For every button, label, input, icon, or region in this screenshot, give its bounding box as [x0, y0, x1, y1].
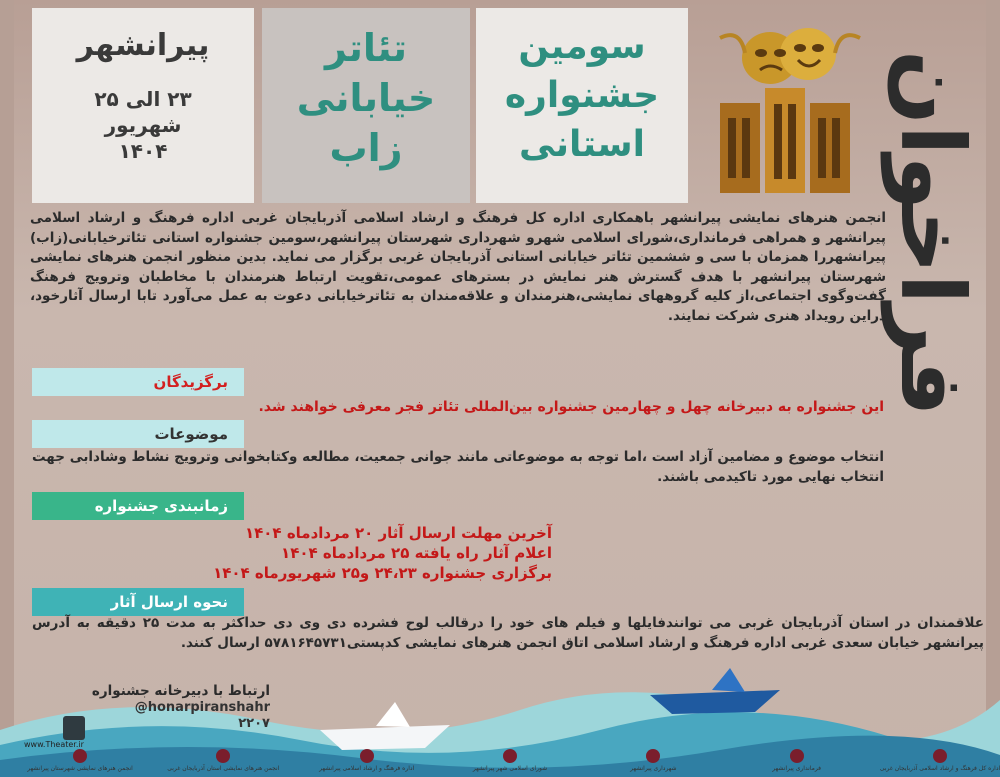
vertical-title: فراخوان — [881, 50, 984, 417]
section-submission-text: علاقمندان در استان آذربایجان غربی می توانندفایلها و فیلم های خود را درقالب لوح فشرده دی وی دی حداکثر به مدت ۲۵ دقیقه به آدرس پیرانشهر خیابان سعدی غربی اداره فرهنگ و ارشاد اسلامی اتاق انجمن هنرهای نمایشی کدپستی۵۷۸۱۶۴۵۷۳۱ ارسال کنند. — [32, 615, 984, 651]
theater-logo-icon — [63, 716, 85, 740]
intro-paragraph: انجمن هنرهای نمایشی پیرانشهر باهمکاری اداره کل فرهنگ و ارشاد اسلامی آذربایجان غربی اداره فرهنگ و ارشاد اسلامی پیرانشهر و همراهی فرمانداری،شورای اسلامی شهرو شهرداری شهرستان پیرانشهر،سومین جشنواره استانی تئاترخیابانی(زاب) پیرانشهررا همزمان با سی و ششمین تئاتر خیابانی استانی آذربایجان غربی برگزار می نماید. بدین منظور انجمن هنرهای نمایشی شهرستان پیرانشهر با هدف گسترش هنر نمایش در بسترهای عمومی،تقویت ارتباط هنرمندان با مخاطبان وترویج فرهنگ گفت‌وگوی اجتماعی،از کلیه گروههای نمایشی،هنرمندان و علاقه‌مندان به تئاترخیابانی دعوت به عمل می‌آورد تابا ارسال آثارخود، دراین رویداد هنری شرکت نمایند. — [30, 210, 886, 324]
footer-logo: اداره کل فرهنگ و ارشاد اسلامی آذربایجان غربی — [890, 746, 990, 774]
emblem-icon — [790, 749, 804, 763]
section-selected-header — [32, 368, 244, 396]
provincial-word: استانی — [519, 124, 645, 165]
emblem-icon — [73, 749, 87, 763]
festival-word: جشنواره — [504, 75, 660, 116]
date-month: شهریور — [104, 113, 182, 137]
building-icon — [720, 88, 850, 193]
schedule-line-2: اعلام آثار راه یافته ۲۵ مردادماه ۱۴۰۴ — [281, 544, 552, 562]
footer-logo: انجمن هنرهای نمایشی استان آذربایجان غربی — [173, 746, 273, 774]
footer-logo: شهرداری پیرانشهر — [603, 746, 703, 774]
date-range: ۲۳ الی ۲۵ — [94, 87, 192, 111]
section-topics-text: انتخاب موضوع و مضامین آزاد است ،اما توجه به موضوعاتی مانند جوانی جمعیت، مطالعه وکتابخوانی وترویج نشاط وشادابی جهت انتخاب نهایی مورد تاکیدمی باشند. — [32, 449, 884, 485]
watermark-url: www.Theater.ir — [24, 740, 84, 749]
drama-masks-icon — [720, 28, 860, 84]
contact-label: ارتباط با دبیرخانه جشنواره — [91, 683, 270, 699]
festival-box — [476, 8, 688, 203]
footer-logo: شورای اسلامی شهر پیرانشهر — [460, 746, 560, 774]
date-year: ۱۴۰۴ — [118, 139, 168, 163]
contact-handle: @honarpiranshahr — [134, 700, 270, 715]
section-submission-title: نحوه ارسال آثار — [110, 593, 228, 611]
emblem-icon — [646, 749, 660, 763]
third-word: سومین — [518, 26, 646, 67]
theater-box — [262, 8, 470, 203]
schedule-line-1: آخرین مهلت ارسال آثار ۲۰ مردادماه ۱۴۰۴ — [244, 524, 552, 542]
section-selected-title: برگزیدگان — [153, 373, 228, 391]
emblem-icon — [503, 749, 517, 763]
street-word: خیابانی — [296, 76, 436, 120]
section-submission-header — [32, 588, 244, 616]
contact-phone: ۲۲۰۷ — [238, 716, 270, 731]
footer-logo: انجمن هنرهای نمایشی شهرستان پیرانشهر — [30, 746, 130, 774]
footer-logo: اداره فرهنگ و ارشاد اسلامی پیرانشهر — [317, 746, 417, 774]
emblem-icon — [933, 749, 947, 763]
footer-logo: فرمانداری پیرانشهر — [747, 746, 847, 774]
section-schedule-header — [32, 492, 244, 520]
festival-logo — [690, 8, 890, 203]
section-topics-title: موضوعات — [154, 425, 228, 443]
emblem-icon — [360, 749, 374, 763]
paper-boat-blue-icon — [650, 668, 780, 714]
vertical-title-area — [872, 20, 990, 500]
city-name: پیرانشهر — [76, 28, 210, 63]
footer-logos — [27, 745, 1000, 775]
section-topics-header — [32, 420, 244, 448]
emblem-icon — [216, 749, 230, 763]
section-schedule-title: زمانبندی جشنواره — [94, 497, 228, 515]
section-selected-text: این جشنواره به دبیرخانه چهل و چهارمین جشنواره بین‌المللی تئاتر فجر معرفی خواهند شد. — [258, 399, 884, 415]
schedule-line-3: برگزاری جشنواره ۲۴،۲۳ و۲۵ شهریورماه ۱۴۰۴ — [213, 564, 552, 582]
zab-word: زاب — [329, 126, 403, 170]
theater-word: تئاتر — [325, 26, 407, 70]
paper-boat-white-icon — [320, 702, 450, 750]
city-date-box — [32, 8, 254, 203]
